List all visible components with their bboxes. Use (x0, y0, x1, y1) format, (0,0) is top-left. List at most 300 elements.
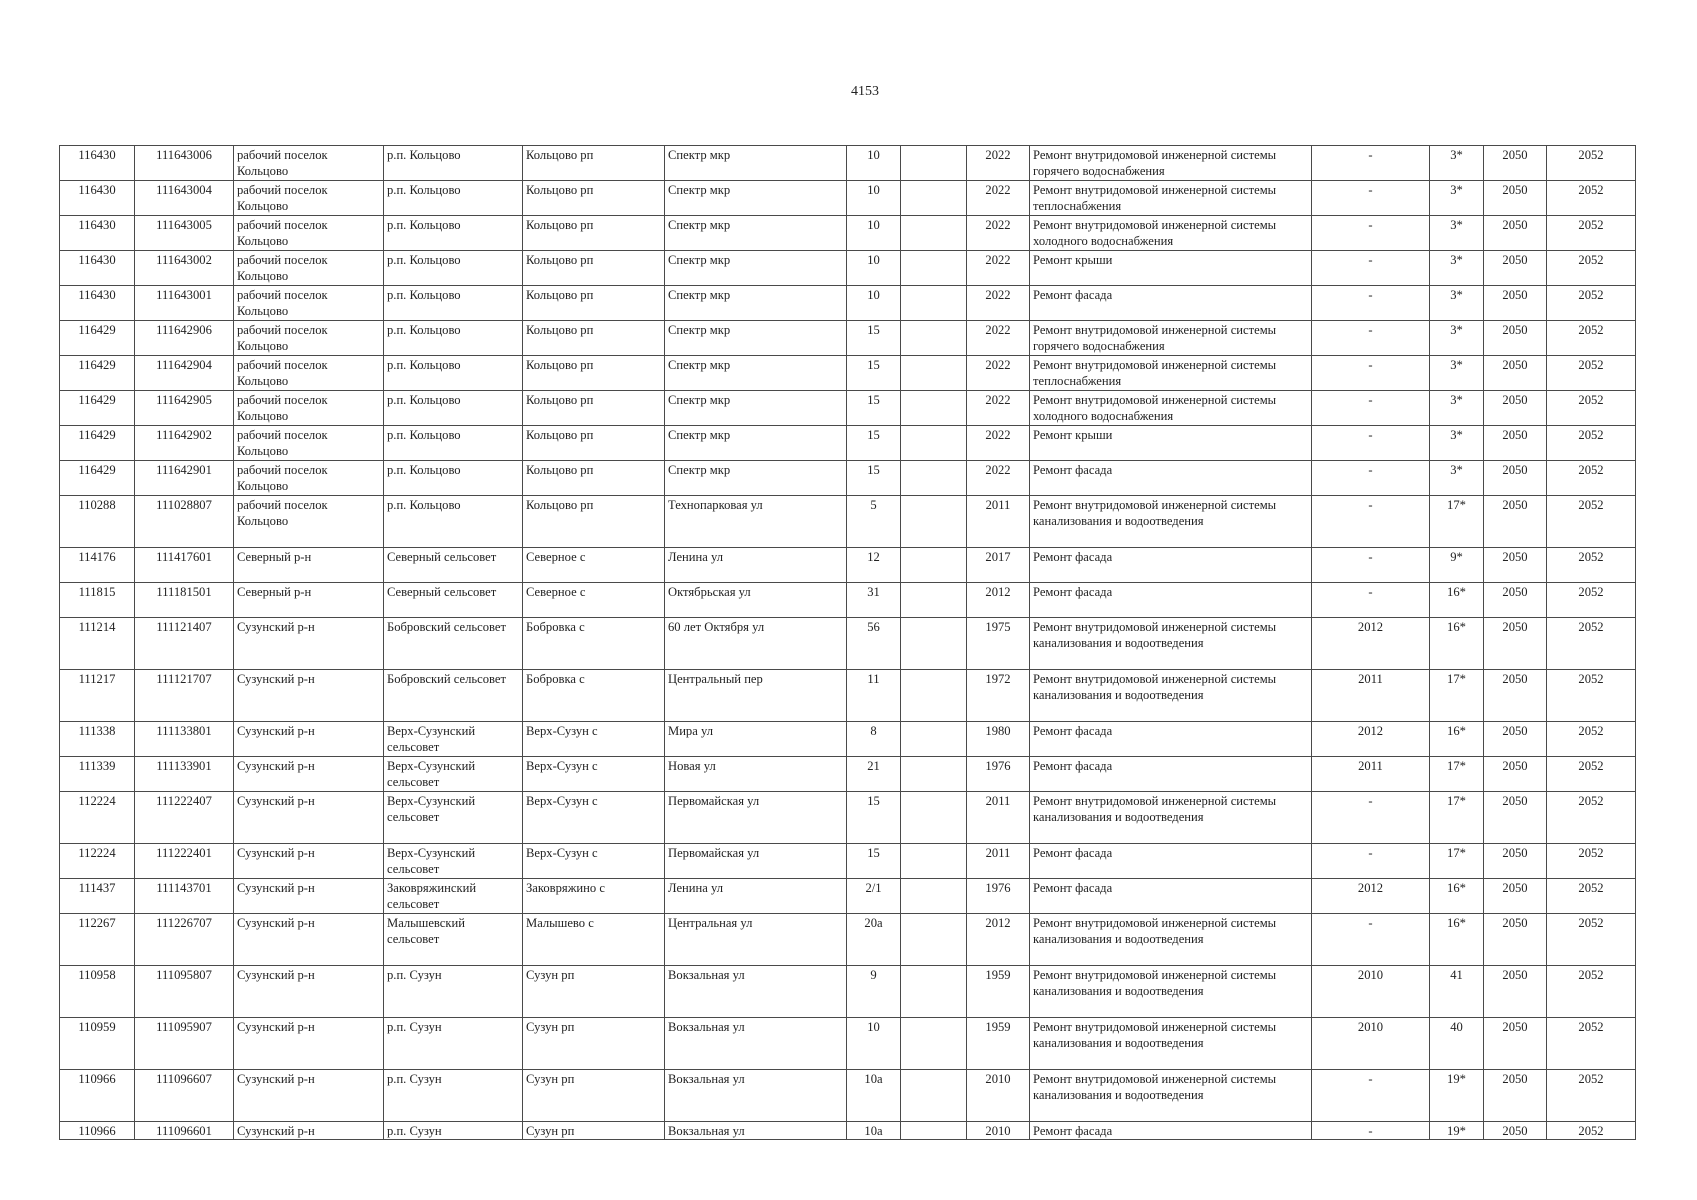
commission-year-cell: 2011 (967, 792, 1030, 844)
house-number-cell: 15 (847, 391, 901, 426)
last-repair-year-cell: - (1312, 356, 1430, 391)
settlement-cell: р.п. Кольцово (384, 391, 523, 426)
plan-end-year-cell: 2052 (1547, 618, 1636, 670)
commission-year-cell: 2010 (967, 1070, 1030, 1122)
building-letter-cell (901, 722, 967, 757)
municipal-district-cell: Сузунский р-н (234, 914, 384, 966)
commission-year-cell: 2022 (967, 146, 1030, 181)
work-type-cell: Ремонт фасада (1030, 286, 1312, 321)
house-number-cell: 56 (847, 618, 901, 670)
last-repair-year-cell: 2010 (1312, 966, 1430, 1018)
settlement-cell: р.п. Сузун (384, 1018, 523, 1070)
last-repair-year-cell: 2011 (1312, 757, 1430, 792)
planned-period-cell: 16* (1430, 722, 1484, 757)
work-type-cell: Ремонт фасада (1030, 879, 1312, 914)
commission-year-cell: 2022 (967, 181, 1030, 216)
locality-cell: Сузун рп (523, 1122, 665, 1140)
last-repair-year-cell: - (1312, 146, 1430, 181)
commission-year-cell: 2012 (967, 914, 1030, 966)
locality-cell: Заковряжино с (523, 879, 665, 914)
record-id-cell: 111642904 (135, 356, 234, 391)
settlement-cell: р.п. Кольцово (384, 216, 523, 251)
street-cell: Технопарковая ул (665, 496, 847, 548)
object-id-cell: 112267 (60, 914, 135, 966)
commission-year-cell: 1975 (967, 618, 1030, 670)
house-number-cell: 2/1 (847, 879, 901, 914)
building-letter-cell (901, 461, 967, 496)
plan-end-year-cell: 2052 (1547, 286, 1636, 321)
record-id-cell: 111133801 (135, 722, 234, 757)
last-repair-year-cell: - (1312, 181, 1430, 216)
planned-period-cell: 3* (1430, 426, 1484, 461)
settlement-cell: Бобровский сельсовет (384, 670, 523, 722)
street-cell: Спектр мкр (665, 251, 847, 286)
plan-end-year-cell: 2052 (1547, 391, 1636, 426)
last-repair-year-cell: - (1312, 583, 1430, 618)
record-id-cell: 111096601 (135, 1122, 234, 1140)
last-repair-year-cell: - (1312, 496, 1430, 548)
street-cell: Вокзальная ул (665, 1122, 847, 1140)
table-row (60, 216, 1636, 251)
locality-cell: Кольцово рп (523, 216, 665, 251)
table-row (60, 792, 1636, 844)
planned-period-cell: 3* (1430, 286, 1484, 321)
street-cell: Центральный пер (665, 670, 847, 722)
last-repair-year-cell: - (1312, 1070, 1430, 1122)
plan-end-year-cell: 2052 (1547, 914, 1636, 966)
house-number-cell: 12 (847, 548, 901, 583)
work-type-cell: Ремонт внутридомовой инженерной системы канализования и водоотведения (1030, 618, 1312, 670)
building-letter-cell (901, 286, 967, 321)
plan-end-year-cell: 2052 (1547, 583, 1636, 618)
locality-cell: Северное с (523, 548, 665, 583)
settlement-cell: р.п. Кольцово (384, 426, 523, 461)
building-letter-cell (901, 1018, 967, 1070)
locality-cell: Сузун рп (523, 966, 665, 1018)
plan-start-year-cell: 2050 (1484, 1122, 1547, 1140)
building-letter-cell (901, 251, 967, 286)
planned-period-cell: 17* (1430, 792, 1484, 844)
settlement-cell: р.п. Кольцово (384, 146, 523, 181)
record-id-cell: 111133901 (135, 757, 234, 792)
locality-cell: Кольцово рп (523, 286, 665, 321)
house-number-cell: 11 (847, 670, 901, 722)
house-number-cell: 10 (847, 1018, 901, 1070)
record-id-cell: 111642906 (135, 321, 234, 356)
street-cell: Спектр мкр (665, 146, 847, 181)
house-number-cell: 10а (847, 1070, 901, 1122)
plan-start-year-cell: 2050 (1484, 461, 1547, 496)
plan-start-year-cell: 2050 (1484, 548, 1547, 583)
last-repair-year-cell: 2012 (1312, 879, 1430, 914)
planned-period-cell: 17* (1430, 757, 1484, 792)
house-number-cell: 15 (847, 321, 901, 356)
table-row (60, 844, 1636, 879)
record-id-cell: 111181501 (135, 583, 234, 618)
building-letter-cell (901, 426, 967, 461)
street-cell: Новая ул (665, 757, 847, 792)
record-id-cell: 111096607 (135, 1070, 234, 1122)
municipal-district-cell: Северный р-н (234, 548, 384, 583)
plan-start-year-cell: 2050 (1484, 879, 1547, 914)
object-id-cell: 110959 (60, 1018, 135, 1070)
commission-year-cell: 2017 (967, 548, 1030, 583)
settlement-cell: р.п. Кольцово (384, 181, 523, 216)
last-repair-year-cell: - (1312, 251, 1430, 286)
record-id-cell: 111143701 (135, 879, 234, 914)
work-type-cell: Ремонт фасада (1030, 548, 1312, 583)
last-repair-year-cell: - (1312, 461, 1430, 496)
planned-period-cell: 41 (1430, 966, 1484, 1018)
municipal-district-cell: рабочий поселок Кольцово (234, 181, 384, 216)
settlement-cell: Малышевский сельсовет (384, 914, 523, 966)
building-letter-cell (901, 146, 967, 181)
street-cell: Спектр мкр (665, 286, 847, 321)
plan-end-year-cell: 2052 (1547, 548, 1636, 583)
object-id-cell: 111217 (60, 670, 135, 722)
house-number-cell: 31 (847, 583, 901, 618)
plan-end-year-cell: 2052 (1547, 181, 1636, 216)
record-id-cell: 111028807 (135, 496, 234, 548)
last-repair-year-cell: - (1312, 548, 1430, 583)
plan-start-year-cell: 2050 (1484, 618, 1547, 670)
settlement-cell: р.п. Сузун (384, 1122, 523, 1140)
plan-start-year-cell: 2050 (1484, 792, 1547, 844)
object-id-cell: 110288 (60, 496, 135, 548)
locality-cell: Кольцово рп (523, 181, 665, 216)
locality-cell: Кольцово рп (523, 321, 665, 356)
locality-cell: Сузун рп (523, 1070, 665, 1122)
last-repair-year-cell: - (1312, 914, 1430, 966)
settlement-cell: р.п. Кольцово (384, 496, 523, 548)
municipal-district-cell: Сузунский р-н (234, 1018, 384, 1070)
locality-cell: Бобровка с (523, 618, 665, 670)
plan-start-year-cell: 2050 (1484, 966, 1547, 1018)
locality-cell: Кольцово рп (523, 251, 665, 286)
object-id-cell: 114176 (60, 548, 135, 583)
planned-period-cell: 17* (1430, 844, 1484, 879)
house-number-cell: 15 (847, 426, 901, 461)
building-letter-cell (901, 356, 967, 391)
record-id-cell: 111095807 (135, 966, 234, 1018)
planned-period-cell: 19* (1430, 1122, 1484, 1140)
record-id-cell: 111643006 (135, 146, 234, 181)
record-id-cell: 111095907 (135, 1018, 234, 1070)
building-letter-cell (901, 757, 967, 792)
municipal-district-cell: рабочий поселок Кольцово (234, 496, 384, 548)
work-type-cell: Ремонт крыши (1030, 426, 1312, 461)
record-id-cell: 111222407 (135, 792, 234, 844)
plan-start-year-cell: 2050 (1484, 391, 1547, 426)
commission-year-cell: 2011 (967, 844, 1030, 879)
object-id-cell: 111437 (60, 879, 135, 914)
building-letter-cell (901, 391, 967, 426)
settlement-cell: р.п. Кольцово (384, 461, 523, 496)
page-number: 4153 (851, 84, 879, 99)
work-type-cell: Ремонт внутридомовой инженерной системы теплоснабжения (1030, 181, 1312, 216)
plan-end-year-cell: 2052 (1547, 356, 1636, 391)
street-cell: Спектр мкр (665, 356, 847, 391)
plan-start-year-cell: 2050 (1484, 670, 1547, 722)
work-type-cell: Ремонт внутридомовой инженерной системы канализования и водоотведения (1030, 792, 1312, 844)
locality-cell: Верх-Сузун с (523, 722, 665, 757)
plan-end-year-cell: 2052 (1547, 426, 1636, 461)
house-number-cell: 10 (847, 251, 901, 286)
record-id-cell: 111642901 (135, 461, 234, 496)
plan-start-year-cell: 2050 (1484, 1070, 1547, 1122)
house-number-cell: 8 (847, 722, 901, 757)
plan-start-year-cell: 2050 (1484, 426, 1547, 461)
record-id-cell: 111643002 (135, 251, 234, 286)
commission-year-cell: 2010 (967, 1122, 1030, 1140)
work-type-cell: Ремонт фасада (1030, 722, 1312, 757)
object-id-cell: 112224 (60, 792, 135, 844)
planned-period-cell: 19* (1430, 1070, 1484, 1122)
planned-period-cell: 3* (1430, 461, 1484, 496)
table-row (60, 181, 1636, 216)
house-number-cell: 15 (847, 844, 901, 879)
municipal-district-cell: рабочий поселок Кольцово (234, 391, 384, 426)
table-body (60, 146, 1636, 1140)
settlement-cell: Верх-Сузунский сельсовет (384, 722, 523, 757)
street-cell: Спектр мкр (665, 181, 847, 216)
object-id-cell: 111214 (60, 618, 135, 670)
record-id-cell: 111643001 (135, 286, 234, 321)
plan-end-year-cell: 2052 (1547, 757, 1636, 792)
work-type-cell: Ремонт фасада (1030, 461, 1312, 496)
planned-period-cell: 3* (1430, 321, 1484, 356)
street-cell: Октябрьская ул (665, 583, 847, 618)
record-id-cell: 111121407 (135, 618, 234, 670)
table-row (60, 618, 1636, 670)
municipal-district-cell: Сузунский р-н (234, 879, 384, 914)
settlement-cell: р.п. Кольцово (384, 286, 523, 321)
plan-end-year-cell: 2052 (1547, 321, 1636, 356)
plan-end-year-cell: 2052 (1547, 496, 1636, 548)
settlement-cell: Верх-Сузунский сельсовет (384, 792, 523, 844)
municipal-district-cell: Сузунский р-н (234, 757, 384, 792)
municipal-district-cell: Сузунский р-н (234, 722, 384, 757)
building-letter-cell (901, 966, 967, 1018)
plan-start-year-cell: 2050 (1484, 181, 1547, 216)
building-letter-cell (901, 879, 967, 914)
work-type-cell: Ремонт крыши (1030, 251, 1312, 286)
locality-cell: Верх-Сузун с (523, 792, 665, 844)
work-type-cell: Ремонт внутридомовой инженерной системы канализования и водоотведения (1030, 496, 1312, 548)
object-id-cell: 116429 (60, 356, 135, 391)
plan-end-year-cell: 2052 (1547, 251, 1636, 286)
planned-period-cell: 16* (1430, 618, 1484, 670)
planned-period-cell: 16* (1430, 914, 1484, 966)
locality-cell: Кольцово рп (523, 461, 665, 496)
last-repair-year-cell: 2012 (1312, 722, 1430, 757)
settlement-cell: Северный сельсовет (384, 548, 523, 583)
work-type-cell: Ремонт фасада (1030, 583, 1312, 618)
building-letter-cell (901, 216, 967, 251)
planned-period-cell: 3* (1430, 251, 1484, 286)
street-cell: Первомайская ул (665, 844, 847, 879)
planned-period-cell: 3* (1430, 216, 1484, 251)
work-type-cell: Ремонт внутридомовой инженерной системы канализования и водоотведения (1030, 966, 1312, 1018)
table-row (60, 146, 1636, 181)
planned-period-cell: 16* (1430, 583, 1484, 618)
plan-end-year-cell: 2052 (1547, 879, 1636, 914)
house-number-cell: 10а (847, 1122, 901, 1140)
plan-start-year-cell: 2050 (1484, 286, 1547, 321)
plan-start-year-cell: 2050 (1484, 583, 1547, 618)
record-id-cell: 111121707 (135, 670, 234, 722)
table-row (60, 251, 1636, 286)
locality-cell: Кольцово рп (523, 496, 665, 548)
object-id-cell: 116429 (60, 391, 135, 426)
house-number-cell: 10 (847, 181, 901, 216)
record-id-cell: 111642902 (135, 426, 234, 461)
table-row (60, 496, 1636, 548)
table-row (60, 757, 1636, 792)
work-type-cell: Ремонт внутридомовой инженерной системы канализования и водоотведения (1030, 1070, 1312, 1122)
object-id-cell: 116430 (60, 181, 135, 216)
locality-cell: Бобровка с (523, 670, 665, 722)
settlement-cell: р.п. Кольцово (384, 251, 523, 286)
street-cell: Первомайская ул (665, 792, 847, 844)
last-repair-year-cell: - (1312, 844, 1430, 879)
municipal-district-cell: Северный р-н (234, 583, 384, 618)
house-number-cell: 15 (847, 356, 901, 391)
register-table (59, 145, 1636, 1140)
street-cell: Мира ул (665, 722, 847, 757)
house-number-cell: 21 (847, 757, 901, 792)
street-cell: Спектр мкр (665, 391, 847, 426)
settlement-cell: р.п. Кольцово (384, 321, 523, 356)
object-id-cell: 111338 (60, 722, 135, 757)
street-cell: Вокзальная ул (665, 1070, 847, 1122)
plan-start-year-cell: 2050 (1484, 216, 1547, 251)
house-number-cell: 20а (847, 914, 901, 966)
record-id-cell: 111642905 (135, 391, 234, 426)
municipal-district-cell: рабочий поселок Кольцово (234, 321, 384, 356)
house-number-cell: 9 (847, 966, 901, 1018)
municipal-district-cell: Сузунский р-н (234, 1070, 384, 1122)
municipal-district-cell: рабочий поселок Кольцово (234, 356, 384, 391)
street-cell: Центральная ул (665, 914, 847, 966)
locality-cell: Кольцово рп (523, 146, 665, 181)
municipal-district-cell: Сузунский р-н (234, 966, 384, 1018)
street-cell: Спектр мкр (665, 426, 847, 461)
commission-year-cell: 2022 (967, 426, 1030, 461)
planned-period-cell: 40 (1430, 1018, 1484, 1070)
locality-cell: Сузун рп (523, 1018, 665, 1070)
plan-start-year-cell: 2050 (1484, 496, 1547, 548)
table-row (60, 879, 1636, 914)
object-id-cell: 112224 (60, 844, 135, 879)
record-id-cell: 111226707 (135, 914, 234, 966)
table-row (60, 391, 1636, 426)
table-row (60, 1070, 1636, 1122)
planned-period-cell: 17* (1430, 496, 1484, 548)
table-row (60, 1018, 1636, 1070)
municipal-district-cell: рабочий поселок Кольцово (234, 216, 384, 251)
commission-year-cell: 2022 (967, 251, 1030, 286)
commission-year-cell: 2022 (967, 321, 1030, 356)
locality-cell: Кольцово рп (523, 356, 665, 391)
record-id-cell: 111643005 (135, 216, 234, 251)
plan-end-year-cell: 2052 (1547, 1070, 1636, 1122)
municipal-district-cell: рабочий поселок Кольцово (234, 146, 384, 181)
table-row (60, 722, 1636, 757)
building-letter-cell (901, 496, 967, 548)
building-letter-cell (901, 321, 967, 356)
table-row (60, 286, 1636, 321)
work-type-cell: Ремонт внутридомовой инженерной системы холодного водоснабжения (1030, 216, 1312, 251)
last-repair-year-cell: - (1312, 792, 1430, 844)
table-row (60, 461, 1636, 496)
building-letter-cell (901, 1070, 967, 1122)
planned-period-cell: 3* (1430, 181, 1484, 216)
work-type-cell: Ремонт внутридомовой инженерной системы горячего водоснабжения (1030, 146, 1312, 181)
planned-period-cell: 9* (1430, 548, 1484, 583)
table-row (60, 966, 1636, 1018)
plan-start-year-cell: 2050 (1484, 757, 1547, 792)
settlement-cell: Заковряжинский сельсовет (384, 879, 523, 914)
work-type-cell: Ремонт внутридомовой инженерной системы холодного водоснабжения (1030, 391, 1312, 426)
commission-year-cell: 2012 (967, 583, 1030, 618)
settlement-cell: Северный сельсовет (384, 583, 523, 618)
commission-year-cell: 1972 (967, 670, 1030, 722)
work-type-cell: Ремонт внутридомовой инженерной системы канализования и водоотведения (1030, 1018, 1312, 1070)
settlement-cell: р.п. Сузун (384, 966, 523, 1018)
commission-year-cell: 2022 (967, 286, 1030, 321)
record-id-cell: 111222401 (135, 844, 234, 879)
street-cell: Вокзальная ул (665, 966, 847, 1018)
last-repair-year-cell: 2011 (1312, 670, 1430, 722)
building-letter-cell (901, 1122, 967, 1140)
plan-end-year-cell: 2052 (1547, 670, 1636, 722)
table-row (60, 583, 1636, 618)
last-repair-year-cell: 2010 (1312, 1018, 1430, 1070)
plan-end-year-cell: 2052 (1547, 146, 1636, 181)
locality-cell: Верх-Сузун с (523, 757, 665, 792)
last-repair-year-cell: - (1312, 1122, 1430, 1140)
object-id-cell: 116429 (60, 426, 135, 461)
plan-end-year-cell: 2052 (1547, 792, 1636, 844)
table-row (60, 1122, 1636, 1140)
plan-end-year-cell: 2052 (1547, 966, 1636, 1018)
locality-cell: Кольцово рп (523, 426, 665, 461)
commission-year-cell: 1959 (967, 1018, 1030, 1070)
building-letter-cell (901, 844, 967, 879)
last-repair-year-cell: - (1312, 426, 1430, 461)
commission-year-cell: 1959 (967, 966, 1030, 1018)
commission-year-cell: 1976 (967, 757, 1030, 792)
municipal-district-cell: Сузунский р-н (234, 792, 384, 844)
plan-end-year-cell: 2052 (1547, 1122, 1636, 1140)
building-letter-cell (901, 670, 967, 722)
plan-start-year-cell: 2050 (1484, 722, 1547, 757)
last-repair-year-cell: - (1312, 286, 1430, 321)
object-id-cell: 111815 (60, 583, 135, 618)
planned-period-cell: 17* (1430, 670, 1484, 722)
plan-end-year-cell: 2052 (1547, 216, 1636, 251)
municipal-district-cell: Сузунский р-н (234, 1122, 384, 1140)
plan-start-year-cell: 2050 (1484, 914, 1547, 966)
object-id-cell: 116430 (60, 146, 135, 181)
planned-period-cell: 3* (1430, 146, 1484, 181)
plan-start-year-cell: 2050 (1484, 321, 1547, 356)
locality-cell: Кольцово рп (523, 391, 665, 426)
last-repair-year-cell: 2012 (1312, 618, 1430, 670)
record-id-cell: 111417601 (135, 548, 234, 583)
planned-period-cell: 3* (1430, 391, 1484, 426)
